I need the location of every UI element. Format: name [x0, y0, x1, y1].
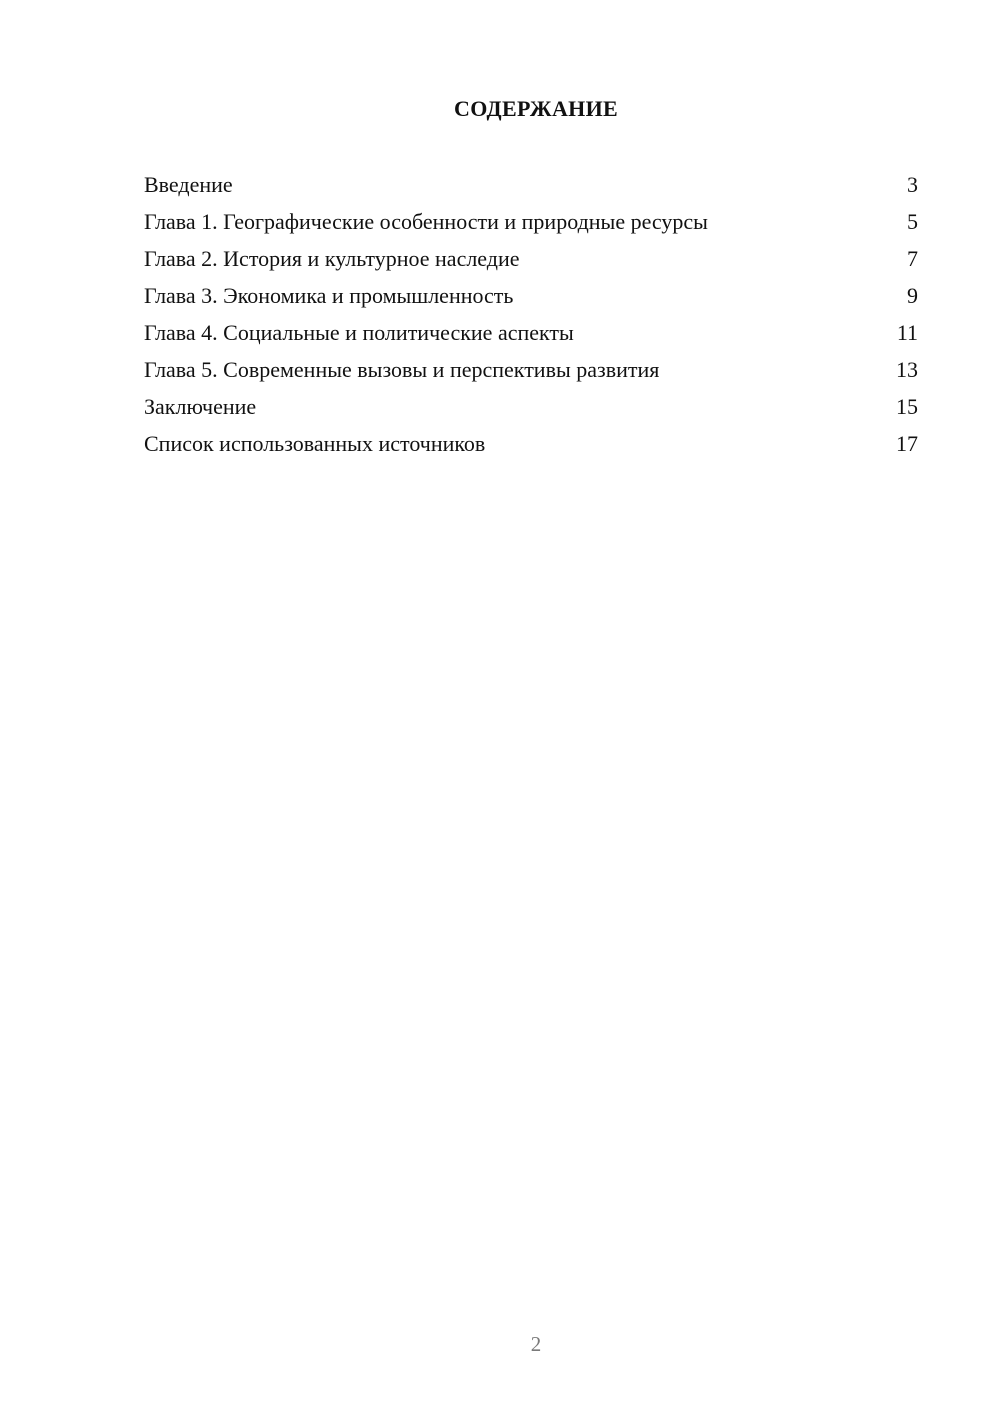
- toc-entry-page: 13: [896, 357, 918, 382]
- toc-entry-page: 7: [907, 246, 918, 271]
- table-of-contents: [144, 169, 918, 465]
- toc-entry[interactable]: [144, 206, 918, 243]
- toc-entry[interactable]: [144, 391, 918, 428]
- toc-entry-label: Глава 4. Социальные и политические аспекты: [144, 320, 574, 345]
- toc-entry-label: Список использованных источников: [144, 431, 486, 456]
- toc-entry-page: 3: [907, 172, 918, 197]
- toc-entry-page: 9: [907, 283, 918, 308]
- toc-entry[interactable]: [144, 428, 918, 465]
- toc-entry-label: Глава 1. Географические особенности и природные ресурсы: [144, 209, 708, 234]
- toc-entry-label: Глава 5. Современные вызовы и перспективы развития: [144, 357, 660, 382]
- toc-entry-label: Глава 2. История и культурное наследие: [144, 246, 520, 271]
- toc-entry[interactable]: [144, 243, 918, 280]
- toc-entry[interactable]: [144, 169, 918, 206]
- toc-heading: СОДЕРЖАНИЕ: [454, 96, 618, 121]
- page-number: 2: [530, 1332, 542, 1356]
- toc-entry[interactable]: [144, 317, 918, 354]
- toc-entry-page: 15: [896, 394, 918, 419]
- toc-entry-label: Введение: [144, 172, 233, 197]
- toc-entry-label: Глава 3. Экономика и промышленность: [144, 283, 514, 308]
- toc-entry-label: Заключение: [144, 394, 257, 419]
- toc-entry-page: 5: [907, 209, 918, 234]
- toc-entry[interactable]: [144, 354, 918, 391]
- toc-entry[interactable]: [144, 280, 918, 317]
- toc-entry-page: 11: [896, 320, 918, 345]
- toc-entry-page: 17: [896, 431, 918, 456]
